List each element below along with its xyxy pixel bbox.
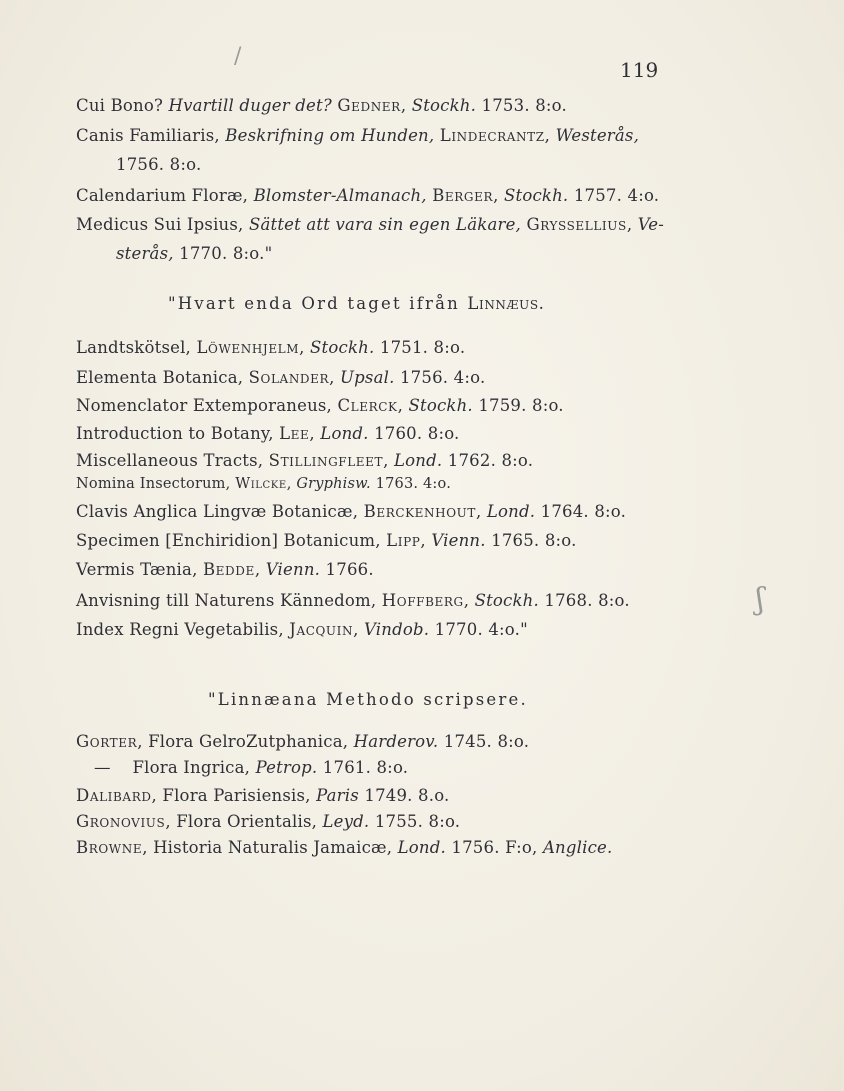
entry-line — [76, 451, 533, 470]
year-format: 1770. 8:o." — [173, 244, 273, 263]
year-format: 1759. 8:o. — [472, 396, 564, 415]
author: Gryssellius — [526, 215, 627, 234]
pencil-mark: ʃ — [756, 582, 765, 617]
separator: , — [254, 560, 266, 579]
title: , Flora GelroZutphanica, — [137, 732, 354, 751]
title: , Flora Parisiensis, — [151, 786, 317, 805]
year-format: 1756. 8:o. — [116, 155, 202, 174]
title: Clavis Anglica Lingvæ Botanicæ, — [76, 502, 364, 521]
place: Stockh. — [411, 96, 477, 115]
place: Vienn. — [265, 560, 321, 579]
separator: , — [309, 424, 321, 443]
author: Lindecrantz — [439, 126, 545, 145]
year-format: 1764. 8:o. — [535, 502, 627, 521]
year-format: 1765. 8:o. — [485, 531, 577, 550]
title: , Historia Naturalis Jamaicæ, — [142, 838, 398, 857]
place: Upsal. — [340, 368, 395, 387]
entry-line — [76, 476, 451, 492]
year-format: 1763. 4:o. — [370, 476, 451, 492]
author: Berckenhout — [363, 502, 476, 521]
entry-line — [76, 838, 612, 857]
author: Gorter — [76, 732, 138, 751]
year-format: 1749. 8.o. — [358, 786, 450, 805]
swedish-title: Hvartill duger det? — [168, 96, 332, 115]
year-format: 1766. — [320, 560, 374, 579]
entry-line — [76, 368, 485, 387]
place: Stockh. — [408, 396, 473, 415]
entry-line — [76, 186, 659, 205]
pencil-mark: / — [234, 44, 242, 69]
entry-line — [76, 215, 664, 234]
year-format: 1755. 8:o. — [369, 812, 461, 831]
entry-line — [76, 786, 449, 805]
title: Flora Ingrica, — [110, 758, 256, 777]
page-number: 119 — [620, 58, 659, 82]
title: Elementa Botanica, — [76, 368, 249, 387]
separator: , — [353, 620, 364, 639]
author: Hoffberg — [381, 591, 464, 610]
author: Bedde — [202, 560, 255, 579]
year-format: 1760. 8:o. — [368, 424, 460, 443]
author: Löwenhjelm — [196, 338, 300, 357]
title: Canis Familiaris, — [76, 126, 226, 145]
author: — — [94, 758, 111, 777]
place: Lond. — [397, 838, 446, 857]
place: Paris — [316, 786, 359, 805]
entry-line — [76, 502, 626, 521]
place: sterås, — [116, 244, 174, 263]
place: Stockh. — [310, 338, 375, 357]
title: Nomenclator Extemporaneus, — [76, 396, 338, 415]
separator: , — [626, 215, 638, 234]
year-format: 1770. 4:o." — [429, 620, 528, 639]
year-format: 1756. 4:o. — [394, 368, 486, 387]
separator: , — [463, 591, 475, 610]
entry-line — [76, 126, 639, 145]
title: Introduction to Botany, — [76, 424, 280, 443]
author: Gedner — [337, 96, 401, 115]
year-format: 1757. 4:o. — [568, 186, 660, 205]
title: Specimen [Enchiridion] Botanicum, — [76, 531, 387, 550]
entry-line — [116, 155, 201, 174]
separator: , — [420, 531, 432, 550]
title: Anvisning till Naturens Kännedom, — [76, 591, 382, 610]
entry-line — [76, 591, 630, 610]
place: Vindob. — [363, 620, 430, 639]
title: Calendarium Floræ, — [76, 186, 254, 205]
entry-line — [76, 338, 465, 357]
year-format: 1753. 8:o. — [476, 96, 567, 115]
separator: , — [299, 338, 311, 357]
year-format: 1761. 8:o. — [317, 758, 409, 777]
title: Cui Bono? — [76, 96, 169, 115]
title: Vermis Tænia, — [76, 560, 203, 579]
title: Miscellaneous Tracts, — [76, 451, 269, 470]
entry-line — [116, 244, 272, 263]
author: Lee — [279, 424, 310, 443]
entry-line — [76, 732, 529, 751]
author: Jacquin — [289, 620, 354, 639]
author: Browne — [76, 838, 143, 857]
heading-text: "Linnæana Methodo scripsere. — [208, 690, 528, 709]
title: , Flora Orientalis, — [165, 812, 323, 831]
separator: , — [493, 186, 504, 205]
separator: , — [383, 451, 394, 470]
swedish-title: Sättet att vara sin egen Läkare, — [248, 215, 521, 234]
heading-name: Linnæus. — [467, 294, 545, 313]
author: Gronovius — [76, 812, 166, 831]
language: Anglice. — [542, 838, 613, 857]
separator: , — [475, 502, 487, 521]
place: Ve- — [637, 215, 665, 234]
place: Stockh. — [474, 591, 539, 610]
author: Lipp — [386, 531, 421, 550]
author: Wilcke — [235, 476, 287, 492]
entry-line — [76, 531, 577, 550]
author: Dalibard — [76, 786, 152, 805]
separator: , — [397, 396, 409, 415]
place: Petrop. — [255, 758, 318, 777]
entry-line — [94, 758, 408, 777]
title: Landtskötsel, — [76, 338, 197, 357]
year-format: 1756. F:o, — [445, 838, 543, 857]
place: Leyd. — [322, 812, 370, 831]
separator: , — [544, 126, 556, 145]
author: Clerck — [337, 396, 398, 415]
separator: , — [286, 476, 297, 492]
place: Stockh. — [503, 186, 569, 205]
entry-line — [76, 424, 460, 443]
place: Vienn. — [431, 531, 486, 550]
separator: , — [400, 96, 412, 115]
place: Lond. — [394, 451, 443, 470]
year-format: 1768. 8:o. — [538, 591, 630, 610]
year-format: 1762. 8:o. — [442, 451, 534, 470]
year-format: 1745. 8:o. — [438, 732, 530, 751]
section-heading — [168, 294, 545, 313]
place: Lond. — [320, 424, 369, 443]
heading-text: "Hvart enda Ord taget ifrån — [168, 294, 468, 313]
author: Stillingfleet — [268, 451, 384, 470]
place: Gryphisw. — [296, 476, 371, 492]
separator: , — [329, 368, 341, 387]
place: Westerås, — [555, 126, 640, 145]
entry-line — [76, 96, 567, 115]
entry-line — [76, 812, 460, 831]
entry-line — [76, 396, 564, 415]
author: Berger — [432, 186, 494, 205]
title: Index Regni Vegetabilis, — [76, 620, 290, 639]
place: Lond. — [486, 502, 536, 521]
swedish-title: Blomster-Almanach, — [253, 186, 427, 205]
entry-line — [76, 560, 374, 579]
section-heading — [208, 690, 528, 709]
year-format: 1751. 8:o. — [374, 338, 466, 357]
swedish-title: Beskrifning om Hunden, — [225, 126, 435, 145]
place: Harderov. — [353, 732, 439, 751]
entry-line — [76, 620, 528, 639]
title: Medicus Sui Ipsius, — [76, 215, 249, 234]
title: Nomina Insectorum, — [76, 476, 236, 492]
author: Solander — [248, 368, 330, 387]
